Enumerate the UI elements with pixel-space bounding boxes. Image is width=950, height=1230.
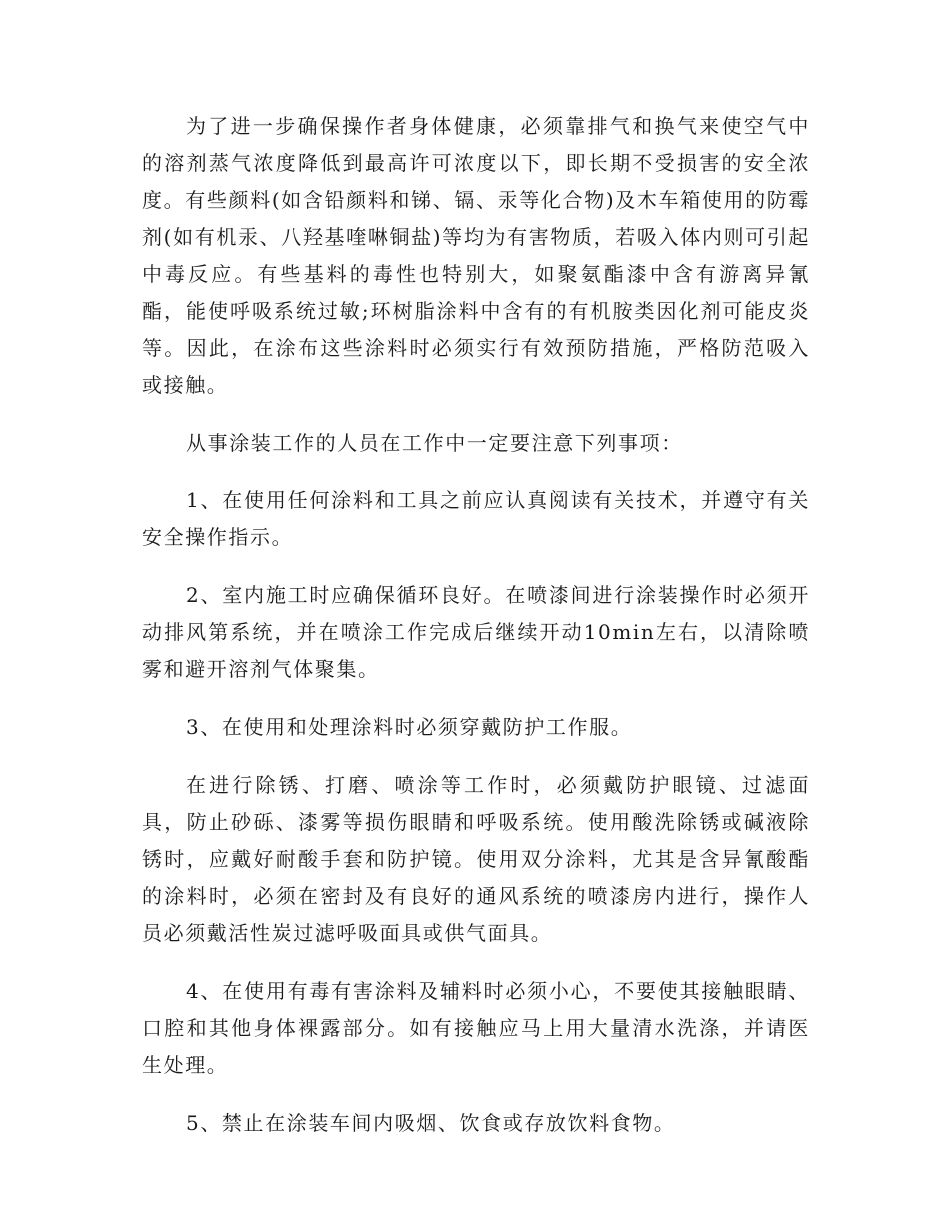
list-item-1: 1、在使用任何涂料和工具之前应认真阅读有关技术，并遵守有关安全操作指示。: [142, 488, 810, 549]
paragraph-ventilation-hazards: 为了进一步确保操作者身体健康，必须靠排气和换气来使空气中的溶剂蒸气浓度降低到最高许可浓度以下，即长期不受损害的安全浓度。有些颜料(如含铅颜料和锑、镉、汞等化合物)及木车箱使用的防霉剂(如有机汞、八羟基喹啉铜盐)等均为有害物质，若吸入体内则可引起中毒反应。有些基料的毒性也特别大，如聚氨酯漆中含有游离异氰酯，能使呼吸系统过敏;环树脂涂料中含有的有机胺类因化剂可能皮炎等。因此，在涂布这些涂料时必须实行有效预防措施，严格防范吸入或接触。: [142, 114, 810, 397]
list-item-2: 2、室内施工时应确保循环良好。在喷漆间进行涂装操作时必须开动排风第系统，并在喷涂工作完成后继续开动10min左右，以清除喷雾和避开溶剂气体聚集。: [142, 583, 810, 681]
paragraph-protective-equipment: 在进行除锈、打磨、喷涂等工作时，必须戴防护眼镜、过滤面具，防止砂砾、漆雾等损伤眼睛和呼吸系统。使用酸洗除锈或碱液除锈时，应戴好耐酸手套和防护镜。使用双分涂料，尤其是含异氰酸酯的涂料时，必须在密封及有良好的通风系统的喷漆房内进行，操作人员必须戴活性炭过滤呼吸面具或供气面具。: [142, 773, 810, 945]
list-item-4: 4、在使用有毒有害涂料及辅料时必须小心，不要使其接触眼睛、口腔和其他身体裸露部分。如有接触应马上用大量清水洗涤，并请医生处理。: [142, 979, 810, 1077]
list-item-3: 3、在使用和处理涂料时必须穿戴防护工作服。: [186, 715, 633, 739]
list-item-5: 5、禁止在涂装车间内吸烟、饮食或存放饮料食物。: [186, 1111, 676, 1135]
paragraph-precautions-intro: 从事涂装工作的人员在工作中一定要注意下列事项：: [186, 431, 683, 455]
document-body: [142, 108, 810, 1163]
